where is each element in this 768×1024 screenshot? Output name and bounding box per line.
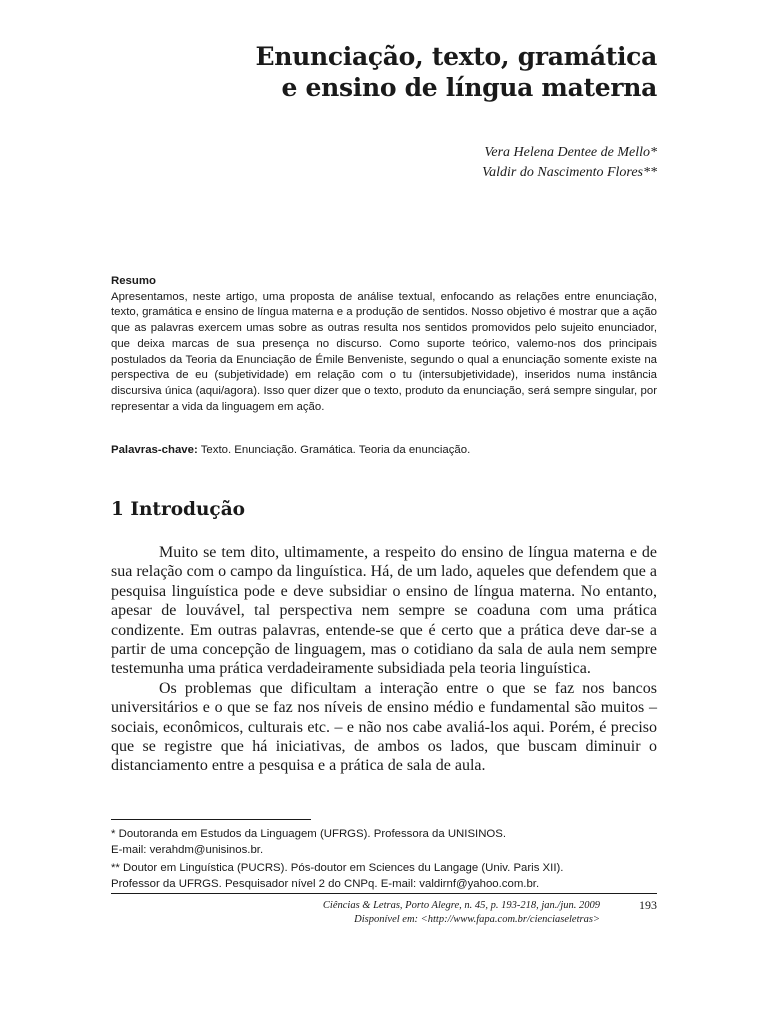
footnote-line: ** Doutor em Linguística (PUCRS). Pós-doutor em Sciences du Langage (Univ. Paris XII). xyxy=(111,862,564,875)
author-list xyxy=(257,143,657,183)
footer-divider xyxy=(111,893,657,894)
footnote-line: * Doutoranda em Estudos da Linguagem (UFRGS). Professora da UNISINOS. xyxy=(111,828,507,840)
journal-citation xyxy=(180,899,600,927)
title-line-2: e ensino de língua materna xyxy=(281,73,657,102)
footnote xyxy=(111,827,671,858)
abstract xyxy=(111,274,657,415)
author-name: Valdir do Nascimento Flores** xyxy=(482,165,657,180)
keywords-text: Texto. Enunciação. Gramática. Teoria da enunciação. xyxy=(200,444,471,456)
article-title xyxy=(97,41,657,103)
author-name: Vera Helena Dentee de Mello* xyxy=(484,145,657,160)
footnote-line: E-mail: verahdm@unisinos.br. xyxy=(111,843,264,856)
citation-line: Ciências & Letras, Porto Alegre, n. 45, p. 193-218, jan./jun. 2009 xyxy=(322,900,600,911)
keywords-label: Palavras-chave: xyxy=(111,444,198,456)
footnote xyxy=(111,861,671,892)
page-number: 193 xyxy=(639,898,657,912)
body-paragraph: Os problemas que dificultam a interação entre o que se faz nos bancos universitários e o que se faz nos níveis de ensino médio e fundamental são muitos – sociais, econômicos, culturais etc. – e não nos cabe avaliá-los aqui. Porém, é preciso que se registre que há iniciativas, de ambos os lados, que buscam diminuir o distanciamento entre a pesquisa e a prática de sala de aula. xyxy=(111,679,657,775)
abstract-heading: Resumo xyxy=(111,275,156,287)
keywords xyxy=(111,443,671,458)
abstract-text: Apresentamos, neste artigo, uma proposta de análise textual, enfocando as relações entre enunciação, texto, gramática e ensino de língua materna e a produção de sentidos. Nosso objetivo é mostrar que a ação que as palavras exercem umas sobre as outras resulta nos sentidos promovidos pelo sujeito enunciador, que deixa marcas de sua presença no discurso. Como suporte teórico, valemo-nos dos principais postulados da Teoria da Enunciação de Émile Benveniste, segundo o qual a enunciação somente existe na perspectiva de eu (subjetividade) em relação com o tu (intersubjetividade), inseridos numa instância discursiva única (aqui/agora). Isso quer dizer que o texto, produto da enunciação, será sempre singular, por representar a vida da linguagem em ação. xyxy=(111,290,657,413)
citation-line: Disponível em: <http://www.fapa.com.br/cienciaseletras> xyxy=(354,914,600,925)
footnotes xyxy=(111,827,671,896)
section-heading: 1 Introdução xyxy=(111,499,246,520)
title-line-1: Enunciação, texto, gramática xyxy=(255,42,657,71)
footnote-divider xyxy=(111,819,311,820)
body-paragraph: Muito se tem dito, ultimamente, a respeito do ensino de língua materna e de sua relação com o campo da linguística. Há, de um lado, aqueles que defendem que a pesquisa linguística pode e deve subsidiar o ensino de língua materna. No entanto, apesar de louvável, tal perspectiva nem sempre se coaduna com uma prática condizente. Em outras palavras, entende-se que é certo que a prática deve dar-se a partir de uma concepção de linguagem, mas o cotidiano da sala de aula nem sempre testemunha uma prática verdadeiramente subsidiada pela teoria linguística. xyxy=(111,544,657,678)
footnote-line: Professor da UFRGS. Pesquisador nível 2 do CNPq. E-mail: valdirnf@yahoo.com.br. xyxy=(111,878,540,891)
section-body xyxy=(111,543,657,776)
